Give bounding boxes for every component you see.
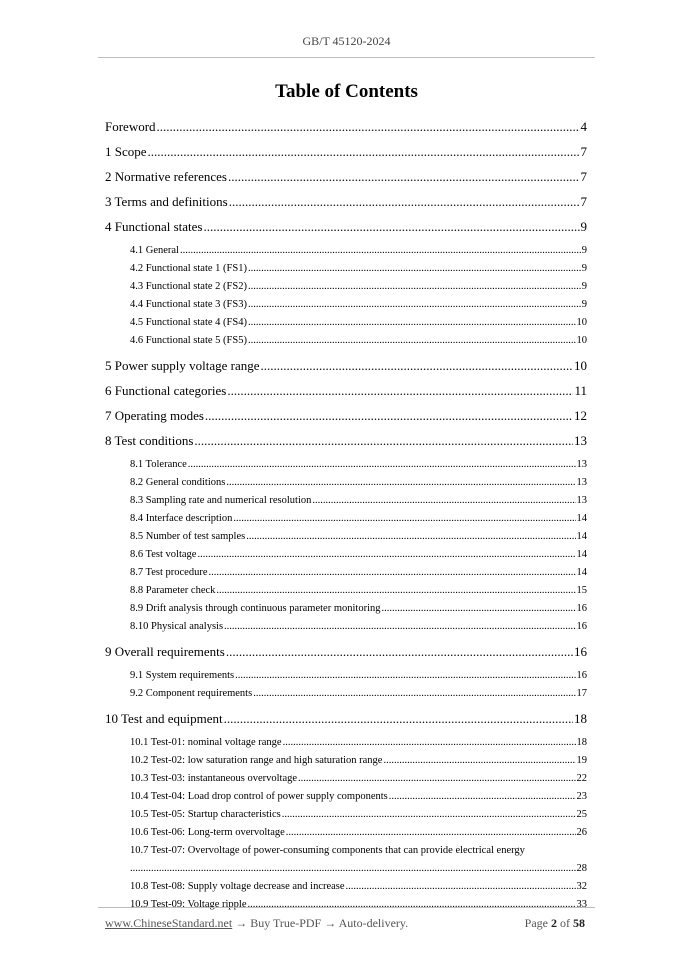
toc-entry[interactable] <box>105 167 587 192</box>
toc-subentry[interactable] <box>105 618 587 636</box>
toc-page-number: 16 <box>576 670 587 681</box>
toc-subentry[interactable] <box>105 242 587 260</box>
toc-page-number: 25 <box>576 809 587 820</box>
toc-page-number: 26 <box>576 827 587 838</box>
page-word: Page <box>524 916 548 930</box>
toc-page-number: 14 <box>576 531 587 542</box>
toc-page-number: 17 <box>576 688 587 699</box>
toc-entry-continuation <box>130 860 587 878</box>
toc-entry-label: 1 Scope <box>105 144 147 159</box>
toc-page-number: 11 <box>574 383 587 398</box>
dot-leader <box>248 296 581 314</box>
page-title: Table of Contents <box>275 81 418 102</box>
dot-leader <box>224 618 575 636</box>
toc-page-number: 9 <box>581 263 587 274</box>
toc-subentry[interactable] <box>105 260 587 278</box>
toc-page-number: 9 <box>580 219 587 234</box>
footer-promo <box>105 916 408 931</box>
toc-entry-label: 4.1 General <box>130 245 179 256</box>
table-of-contents <box>105 117 587 914</box>
toc-subentry[interactable] <box>105 582 587 600</box>
dot-leader <box>204 217 580 237</box>
toc-subentry[interactable] <box>105 600 587 618</box>
toc-subentry[interactable] <box>105 332 587 350</box>
toc-page-number: 9 <box>581 281 587 292</box>
toc-page-number: 33 <box>576 899 587 910</box>
delivery-text: Auto-delivery. <box>338 916 409 930</box>
toc-subentry[interactable] <box>105 842 587 878</box>
dot-leader <box>283 734 576 752</box>
dot-leader <box>248 896 576 914</box>
toc-page-number: 7 <box>580 144 587 159</box>
page-counter <box>525 916 585 931</box>
toc-entry-label: 8.4 Interface description <box>130 513 233 524</box>
toc-entry[interactable] <box>105 217 587 242</box>
toc-entry-label: 4.6 Functional state 5 (FS5) <box>130 335 247 346</box>
toc-entry[interactable] <box>105 406 587 431</box>
dot-leader <box>261 356 573 376</box>
dot-leader <box>282 806 576 824</box>
toc-entry-label: 10.8 Test-08: Supply voltage decrease and increase <box>130 881 345 892</box>
header-divider <box>98 57 595 58</box>
toc-entry-label: 10.1 Test-01: nominal voltage range <box>130 737 282 748</box>
standard-id: GB/T 45120-2024 <box>302 34 391 48</box>
toc-subentry[interactable] <box>105 788 587 806</box>
dot-leader <box>286 824 576 842</box>
toc-entry-label: 8.1 Tolerance <box>130 459 187 470</box>
toc-entry-label: 10.3 Test-03: instantaneous overvoltage <box>130 773 298 784</box>
dot-leader <box>216 582 575 600</box>
dot-leader <box>148 142 580 162</box>
toc-entry-label: 2 Normative references <box>105 169 227 184</box>
page-of: of <box>560 916 570 930</box>
toc-page-number: 14 <box>576 513 587 524</box>
dot-leader <box>312 492 575 510</box>
toc-page-number: 10 <box>576 335 587 346</box>
toc-entry[interactable] <box>105 381 587 406</box>
footer-divider <box>98 907 595 908</box>
dot-leader <box>180 242 581 260</box>
toc-entry[interactable] <box>105 117 587 142</box>
toc-subentry[interactable] <box>105 806 587 824</box>
toc-entry-label: 8.3 Sampling rate and numerical resolution <box>130 495 312 506</box>
toc-entry-label: 10.5 Test-05: Startup characteristics <box>130 809 281 820</box>
dot-leader <box>235 667 575 685</box>
toc-entry-label: 9.2 Component requirements <box>130 688 253 699</box>
toc-page-number: 7 <box>580 169 587 184</box>
dot-leader <box>248 260 581 278</box>
toc-entry-label: 10.6 Test-06: Long-term overvoltage <box>130 827 285 838</box>
toc-page-number: 9 <box>581 245 587 256</box>
toc-entry-label: 4 Functional states <box>105 219 203 234</box>
toc-page-number: 16 <box>576 603 587 614</box>
dot-leader <box>389 788 576 806</box>
toc-subentry[interactable] <box>105 752 587 770</box>
toc-subentry[interactable] <box>105 896 587 914</box>
toc-entry-label: 8.9 Drift analysis through continuous parameter monitoring <box>130 603 381 614</box>
toc-subentry[interactable] <box>105 770 587 788</box>
toc-page-number: 13 <box>576 495 587 506</box>
toc-entry-label: 8.10 Physical analysis <box>130 621 224 632</box>
toc-page-number: 18 <box>574 711 587 726</box>
toc-subentry[interactable] <box>105 546 587 564</box>
document-header <box>0 34 693 49</box>
toc-entry[interactable] <box>105 709 587 734</box>
toc-subentry[interactable] <box>105 667 587 685</box>
toc-page-number: 16 <box>576 621 587 632</box>
toc-entry-label: 9.1 System requirements <box>130 670 235 681</box>
toc-subentry[interactable] <box>105 456 587 474</box>
dot-leader <box>248 332 576 350</box>
toc-entry[interactable] <box>105 192 587 217</box>
buy-text: Buy True-PDF <box>250 916 322 930</box>
dot-leader <box>188 456 576 474</box>
toc-entry-label: 8.8 Parameter check <box>130 585 216 596</box>
toc-page-number: 14 <box>576 567 587 578</box>
toc-subentry[interactable] <box>105 824 587 842</box>
toc-entry-label: 7 Operating modes <box>105 408 204 423</box>
toc-entry-label: 10.4 Test-04: Load drop control of power supply components <box>130 791 388 802</box>
toc-subentry[interactable] <box>105 734 587 752</box>
toc-entry-label: 9 Overall requirements <box>105 644 225 659</box>
toc-page-number: 13 <box>574 433 587 448</box>
toc-entry-label: Foreword <box>105 119 156 134</box>
toc-page-number: 28 <box>576 863 587 874</box>
dot-leader <box>233 510 575 528</box>
toc-entry[interactable] <box>105 642 587 667</box>
dot-leader <box>157 117 580 137</box>
dot-leader <box>197 546 575 564</box>
toc-subentry[interactable] <box>105 492 587 510</box>
toc-subentry[interactable] <box>105 528 587 546</box>
toc-entry-label: 4.2 Functional state 1 (FS1) <box>130 263 247 274</box>
arrow-right-icon: → <box>235 916 248 930</box>
toc-page-number: 16 <box>574 644 587 659</box>
toc-page-number: 23 <box>576 791 587 802</box>
toc-entry[interactable] <box>105 431 587 456</box>
dot-leader <box>226 474 575 492</box>
toc-entry-label: 8.5 Number of test samples <box>130 531 246 542</box>
toc-subentry[interactable] <box>105 510 587 528</box>
dot-leader <box>228 167 580 187</box>
dot-leader <box>227 381 573 401</box>
toc-entry-label: 8 Test conditions <box>105 433 194 448</box>
toc-entry-label: 4.5 Functional state 4 (FS4) <box>130 317 247 328</box>
toc-page-number: 19 <box>576 755 587 766</box>
toc-page-number: 18 <box>576 737 587 748</box>
dot-leader <box>224 709 573 729</box>
dot-leader <box>298 770 575 788</box>
toc-entry[interactable] <box>105 142 587 167</box>
toc-entry-label: 10 Test and equipment <box>105 711 223 726</box>
toc-subentry[interactable] <box>105 296 587 314</box>
page-current: 2 <box>551 916 557 930</box>
toc-page-number: 10 <box>574 358 587 373</box>
dot-leader <box>382 600 576 618</box>
dot-leader <box>383 752 575 770</box>
toc-entry-label: 8.6 Test voltage <box>130 549 197 560</box>
toc-subentry[interactable] <box>105 474 587 492</box>
toc-page-number: 13 <box>576 477 587 488</box>
toc-entry-label: 3 Terms and definitions <box>105 194 228 209</box>
arrow-right-icon: → <box>324 916 337 930</box>
dot-leader <box>226 642 573 662</box>
toc-entry-label: 10.9 Test-09: Voltage ripple <box>130 899 247 910</box>
toc-page-number: 22 <box>576 773 587 784</box>
toc-page-number: 14 <box>576 549 587 560</box>
dot-leader <box>209 564 576 582</box>
toc-page-number: 32 <box>576 881 587 892</box>
page-total: 58 <box>573 916 585 930</box>
toc-entry-label: 5 Power supply voltage range <box>105 358 260 373</box>
dot-leader <box>246 528 575 546</box>
toc-entry-label: 10.7 Test-07: Overvoltage of power-consuming components that can provide electrical energy <box>130 845 525 856</box>
toc-subentry[interactable] <box>105 314 587 332</box>
site-link[interactable]: www.ChineseStandard.net <box>105 916 233 930</box>
dot-leader <box>248 278 581 296</box>
toc-page-number: 10 <box>576 317 587 328</box>
toc-page-number: 13 <box>576 459 587 470</box>
dot-leader <box>130 860 576 878</box>
toc-page-number: 7 <box>580 194 587 209</box>
dot-leader <box>205 406 573 426</box>
toc-entry[interactable] <box>105 356 587 381</box>
dot-leader <box>346 878 576 896</box>
toc-subentry[interactable] <box>105 278 587 296</box>
dot-leader <box>248 314 576 332</box>
toc-subentry[interactable] <box>105 564 587 582</box>
toc-entry-label: 8.7 Test procedure <box>130 567 208 578</box>
toc-page-number: 4 <box>580 119 587 134</box>
toc-page-number: 15 <box>576 585 587 596</box>
dot-leader <box>229 192 580 212</box>
dot-leader <box>194 431 573 451</box>
dot-leader <box>253 685 575 703</box>
toc-page-number: 12 <box>574 408 587 423</box>
toc-entry-label: 10.2 Test-02: low saturation range and high saturation range <box>130 755 383 766</box>
toc-entry-label: 4.3 Functional state 2 (FS2) <box>130 281 247 292</box>
toc-entry-label: 8.2 General conditions <box>130 477 226 488</box>
toc-page-number: 9 <box>581 299 587 310</box>
toc-entry-label: 4.4 Functional state 3 (FS3) <box>130 299 247 310</box>
toc-entry-label: 6 Functional categories <box>105 383 227 398</box>
toc-subentry[interactable] <box>105 685 587 703</box>
toc-subentry[interactable] <box>105 878 587 896</box>
